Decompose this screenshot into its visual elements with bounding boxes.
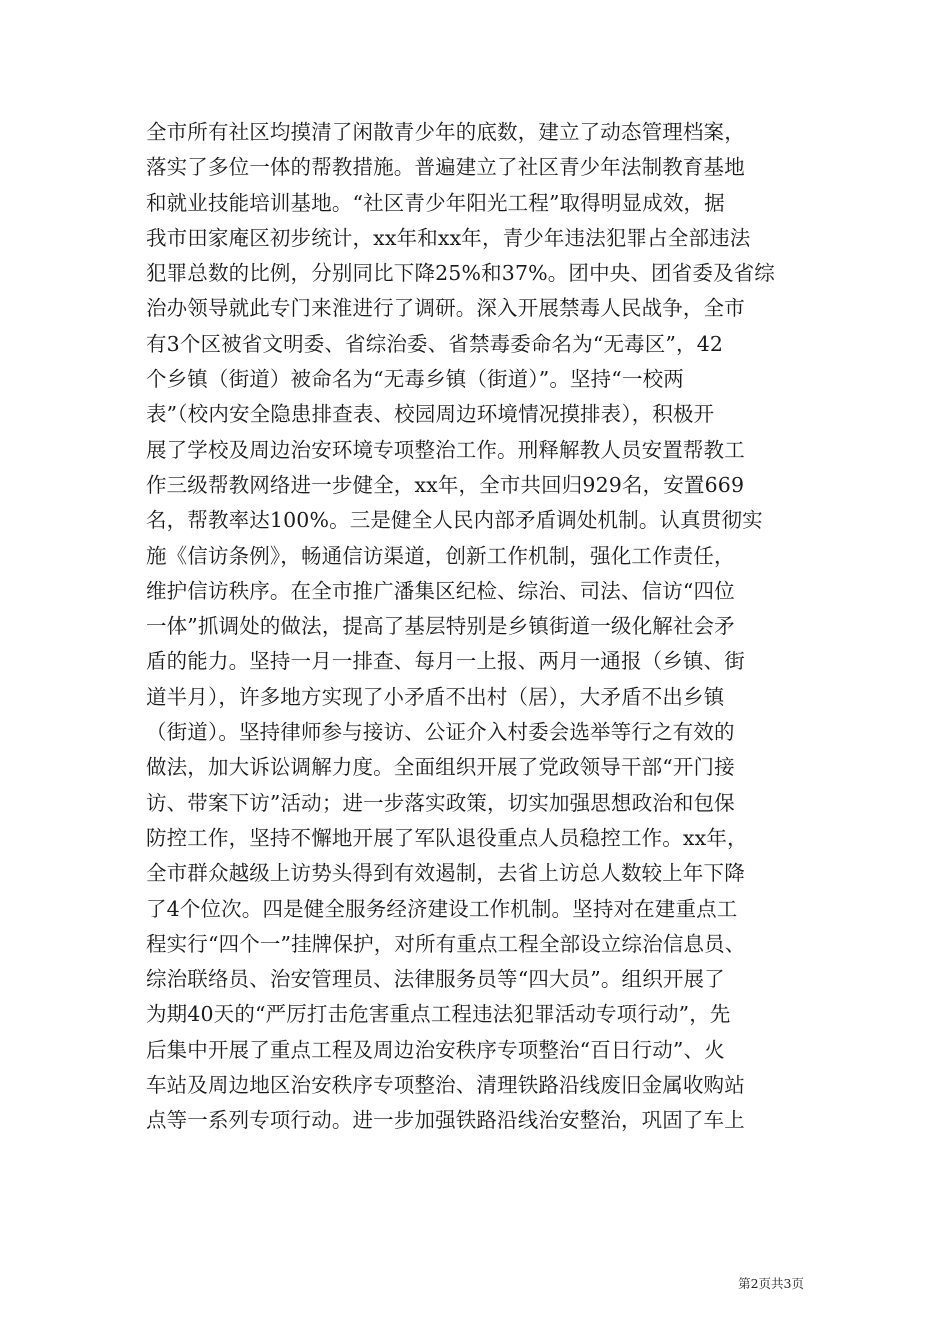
text-line: 为期40天的“严厉打击危害重点工程违法犯罪活动专项行动”，先 <box>146 1002 731 1027</box>
text-line: 和就业技能培训基地。“社区青少年阳光工程”取得明显成效，据 <box>146 190 725 215</box>
text-line: 全市所有社区均摸清了闲散青少年的底数，建立了动态管理档案， <box>146 120 745 144</box>
text-line: 个乡镇（街道）被命名为“无毒乡镇（街道）”。坚持“一校两 <box>146 367 684 392</box>
text-line: 施《信访条例》，畅通信访渠道，创新工作机制，强化工作责任， <box>146 543 735 568</box>
text-line: 防控工作，坚持不懈地开展了军队退役重点人员稳控工作。xx年， <box>146 825 748 850</box>
text-line: 综治联络员、治安管理员、法律服务员等“四大员”。组织开展了 <box>146 967 725 992</box>
text-line: 后集中开展了重点工程及周边治安秩序专项整治“百日行动”、火 <box>146 1037 725 1062</box>
text-line: 治办领导就此专门来淮进行了调研。深入开展禁毒人民战争，全市 <box>146 296 745 321</box>
text-line: 有3个区被省文明委、省综治委、省禁毒委命名为“无毒区”，42 <box>146 331 724 356</box>
text-line: 访、带案下访”活动；进一步落实政策，切实加强思想政治和包保 <box>146 790 735 815</box>
text-line: 了4个位次。四是健全服务经济建设工作机制。坚持对在建重点工 <box>146 896 738 921</box>
text-line: 一体”抓调处的做法，提高了基层特别是乡镇街道一级化解社会矛 <box>146 614 735 639</box>
text-line: 展了学校及周边治安环境专项整治工作。刑释解教人员安置帮教工 <box>146 437 745 462</box>
page-number: 第2页共3页 <box>738 1276 804 1291</box>
text-line: 我市田家庵区初步统计，xx年和xx年，青少年违法犯罪占全部违法 <box>146 225 751 250</box>
text-line: 做法，加大诉讼调解力度。全面组织开展了党政领导干部“开门接 <box>146 755 735 780</box>
text-line: 名，帮教率达100%。三是健全人民内部矛盾调处机制。认真贯彻实 <box>146 508 763 533</box>
text-line: 盾的能力。坚持一月一排查、每月一上报、两月一通报（乡镇、街 <box>146 649 745 674</box>
text-line: 作三级帮教网络进一步健全，xx年，全市共回归929名，安置669 <box>146 472 745 497</box>
text-line: 道半月），许多地方实现了小矛盾不出村（居），大矛盾不出乡镇 <box>146 684 725 709</box>
text-line: 车站及周边地区治安秩序专项整治、清理铁路沿线废旧金属收购站 <box>146 1073 745 1098</box>
text-line: （街道）。坚持律师参与接访、公证介入村委会选举等行之有效的 <box>146 720 735 745</box>
text-line: 犯罪总数的比例，分别同比下降25%和37%。团中央、团省委及省综 <box>146 261 775 286</box>
text-line: 落实了多位一体的帮教措施。普遍建立了社区青少年法制教育基地 <box>146 155 745 180</box>
text-line: 表”（校内安全隐患排查表、校园周边环境情况摸排表），积极开 <box>146 402 715 427</box>
text-line: 程实行“四个一”挂牌保护，对所有重点工程全部设立综治信息员、 <box>146 931 746 956</box>
text-line: 全市群众越级上访势头得到有效遏制，去省上访总人数较上年下降 <box>146 861 745 886</box>
body-text <box>146 115 811 1139</box>
text-line: 点等一系列专项行动。进一步加强铁路沿线治安整治，巩固了车上 <box>146 1108 745 1133</box>
text-line: 维护信访秩序。在全市推广潘集区纪检、综治、司法、信访“四位 <box>146 578 735 603</box>
